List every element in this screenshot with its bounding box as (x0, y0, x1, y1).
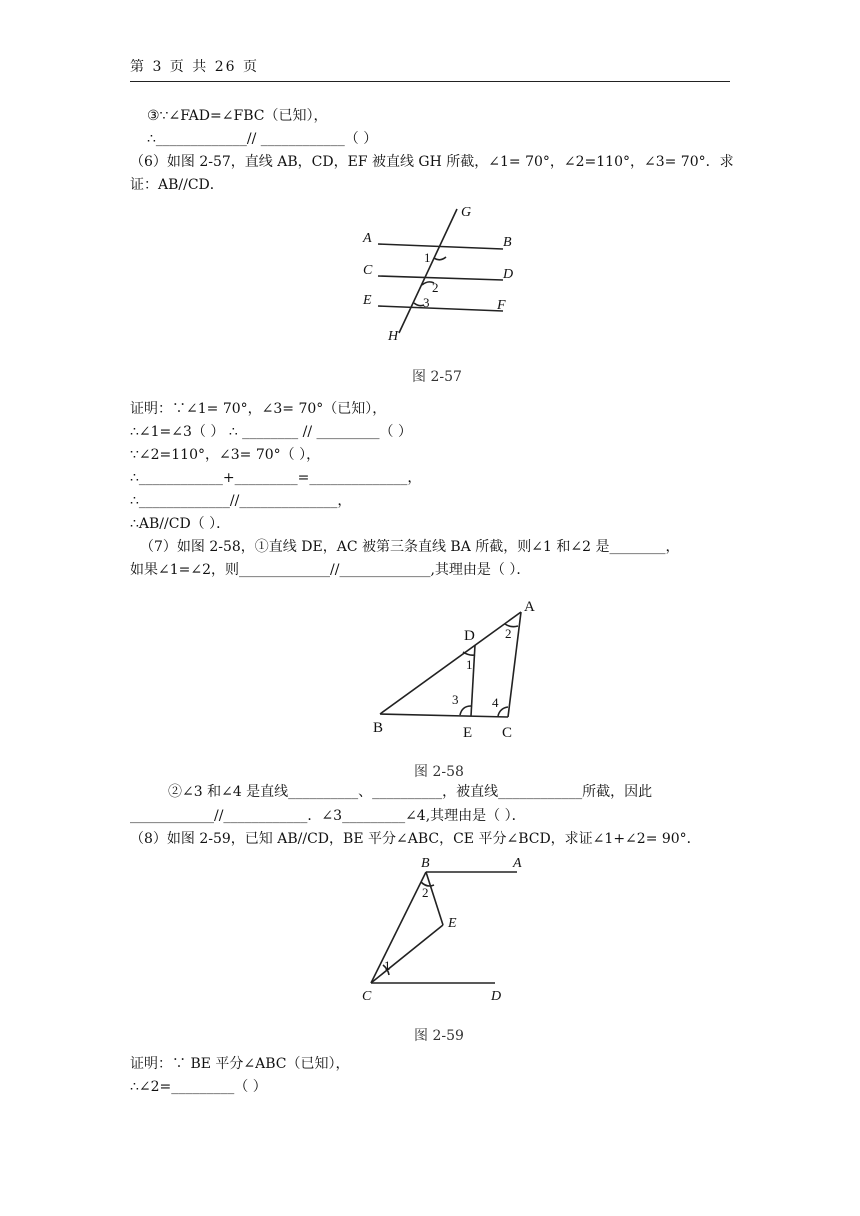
header-rule (130, 81, 730, 82)
proof-6-line-4: ∴____________+_________=______________， (130, 470, 422, 486)
fig57-label-B: B (503, 235, 512, 250)
proof-8-line-2: ∴∠2=_________（ ） (130, 1079, 267, 1095)
proof-6-line-3: ∵∠2=110°，∠3= 70°（ ）， (130, 447, 321, 463)
proof-6-line-6: ∴AB//CD（ ）． (130, 516, 231, 532)
fig57-label-D: D (503, 267, 514, 282)
fig57-label-E: E (363, 293, 372, 308)
figure-2-58-caption: 图 2-58 (414, 764, 464, 780)
fig58-label-D: D (464, 628, 475, 644)
fig59-label-E: E (448, 916, 457, 931)
fig58-label-A: A (524, 599, 535, 615)
fig58-angle-2: 2 (505, 626, 512, 641)
line-3-conclusion: ∴_____________// ____________（ ） (147, 131, 378, 147)
fig57-label-H: H (388, 329, 399, 344)
fig57-label-F: F (497, 298, 506, 313)
fig59-label-A: A (513, 856, 522, 871)
figure-2-58 (365, 592, 545, 744)
problem-7-line-2: 如果∠1=∠2，则_____________//_____________,其理由是（ ）． (130, 562, 531, 578)
figure-2-57-caption: 图 2-57 (412, 369, 462, 385)
proof-8-line-1: 证明：∵ BE 平分∠ABC（已知）， (130, 1056, 350, 1072)
problem-8-statement: （8）如图 2-59，已知 AB//CD，BE 平分∠ABC，CE 平分∠BCD，求证∠1+∠2= 90°． (130, 831, 701, 847)
figure-2-59-caption: 图 2-59 (414, 1028, 464, 1044)
fig57-label-G: G (461, 205, 472, 220)
page-header: 第 3 页 共 26 页 (130, 59, 259, 75)
proof-6-line-5: ∴_____________//______________， (130, 493, 352, 509)
fig58-angle-3: 3 (452, 692, 459, 707)
proof-6-line-1: 证明：∵∠1= 70°，∠3= 70°（已知）， (130, 401, 387, 417)
fig57-angle-3: 3 (423, 295, 430, 310)
fig57-angle-2: 2 (432, 280, 439, 295)
fig59-angle-2: 2 (422, 885, 429, 900)
fig59-angle-1: 1 (384, 958, 391, 973)
problem-6-statement: （6）如图 2-57，直线 AB，CD，EF 被直线 GH 所截，∠1= 70°，∠2=110°，∠3= 70°．求 (130, 154, 734, 170)
fig57-label-C: C (363, 263, 373, 278)
fig59-label-D: D (491, 989, 502, 1004)
fig57-angle-1: 1 (424, 250, 431, 265)
fig58-angle-4: 4 (492, 695, 499, 710)
problem-7-line-1: （7）如图 2-58，①直线 DE，AC 被第三条直线 BA 所截，则∠1 和∠2 是________， (140, 539, 680, 555)
fig58-label-C: C (502, 725, 513, 741)
figure-2-59 (355, 852, 530, 1007)
proof-6-line-2: ∴∠1=∠3（ ） ∴ ________ // _________（ ） (130, 424, 412, 440)
figure-2-57 (360, 200, 530, 345)
fig58-label-B: B (373, 720, 384, 736)
problem-6-statement-cont: 证：AB//CD． (130, 177, 224, 193)
fig57-label-A: A (363, 231, 372, 246)
fig59-label-B: B (421, 856, 430, 871)
fig58-angle-1: 1 (466, 657, 473, 672)
line-3-premise: ③∵∠FAD=∠FBC（已知）， (147, 108, 328, 124)
problem-7-line-4: ____________//____________．∠3_________∠4,其理由是（ ）． (130, 808, 526, 824)
problem-7-line-3: ②∠3 和∠4 是直线__________、__________，被直线____________所截，因此 (168, 784, 653, 800)
fig58-label-E: E (463, 725, 473, 741)
fig59-label-C: C (362, 989, 372, 1004)
